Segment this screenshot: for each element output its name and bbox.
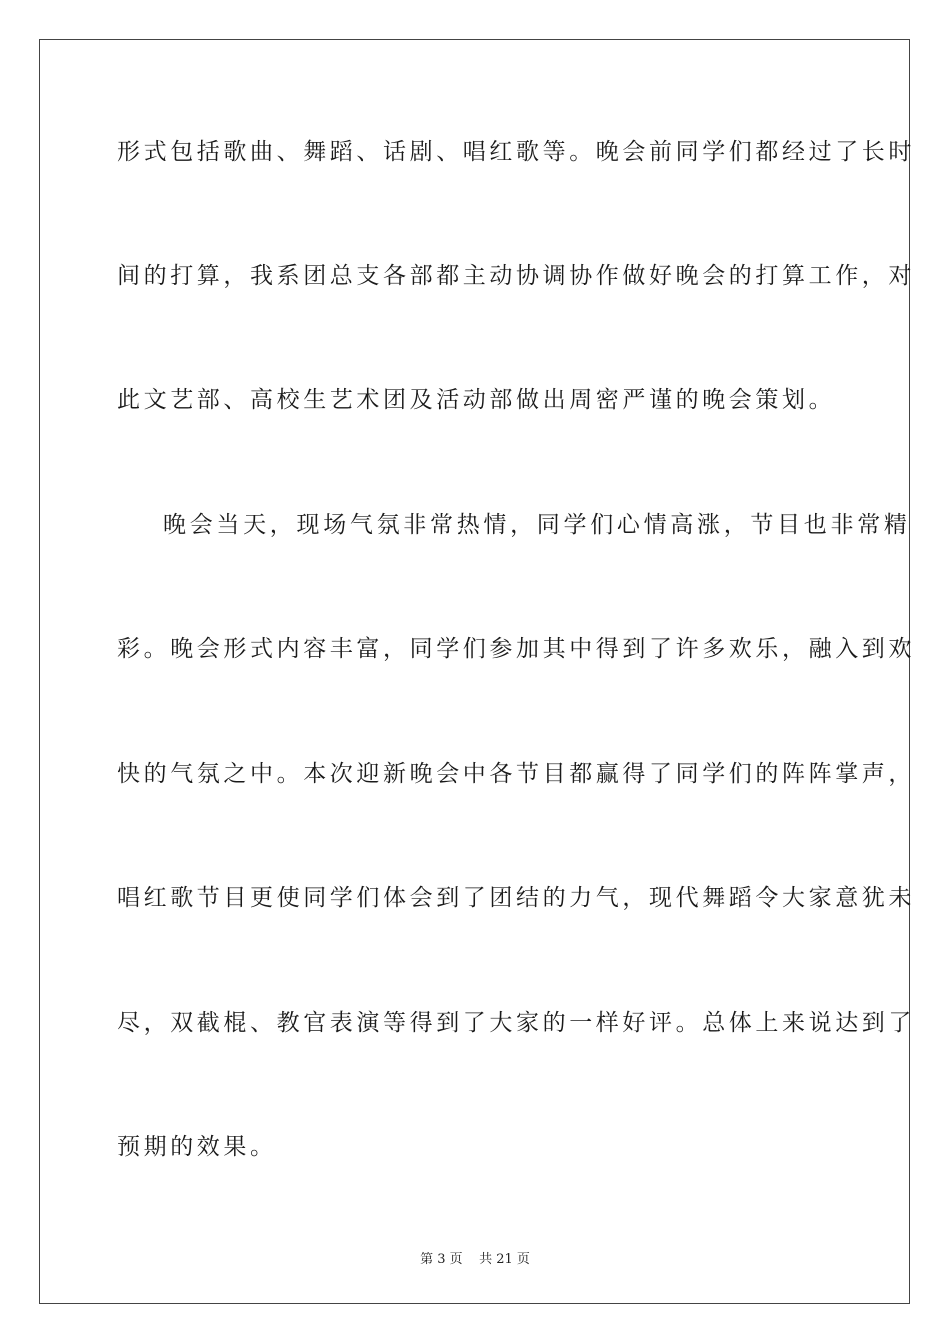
paragraph-line-6: 快的气氛之中。本次迎新晚会中各节目都赢得了同学们的阵阵掌声， (117, 761, 915, 787)
paragraph-line-4: 晚会当天，现场气氛非常热情，同学们心情高涨，节目也非常精 (163, 512, 911, 538)
page-number-footer: 第 3 页 共 21 页 (420, 1252, 530, 1267)
paragraph-line-7: 唱红歌节目更使同学们体会到了团结的力气，现代舞蹈令大家意犹未 (117, 885, 915, 911)
paragraph-line-2: 间的打算，我系团总支各部都主动协调协作做好晚会的打算工作，对 (117, 263, 915, 289)
paragraph-line-8: 尽，双截棍、教官表演等得到了大家的一样好评。总体上来说达到了 (117, 1010, 915, 1036)
paragraph-line-5: 彩。晚会形式内容丰富，同学们参加其中得到了许多欢乐，融入到欢 (117, 636, 915, 662)
paragraph-line-9: 预期的效果。 (117, 1134, 277, 1160)
page-border (39, 39, 915, 1304)
paragraph-line-1: 形式包括歌曲、舞蹈、话剧、唱红歌等。晚会前同学们都经过了长时 (117, 139, 915, 165)
paragraph-line-3: 此文艺部、高校生艺术团及活动部做出周密严谨的晚会策划。 (117, 387, 836, 413)
